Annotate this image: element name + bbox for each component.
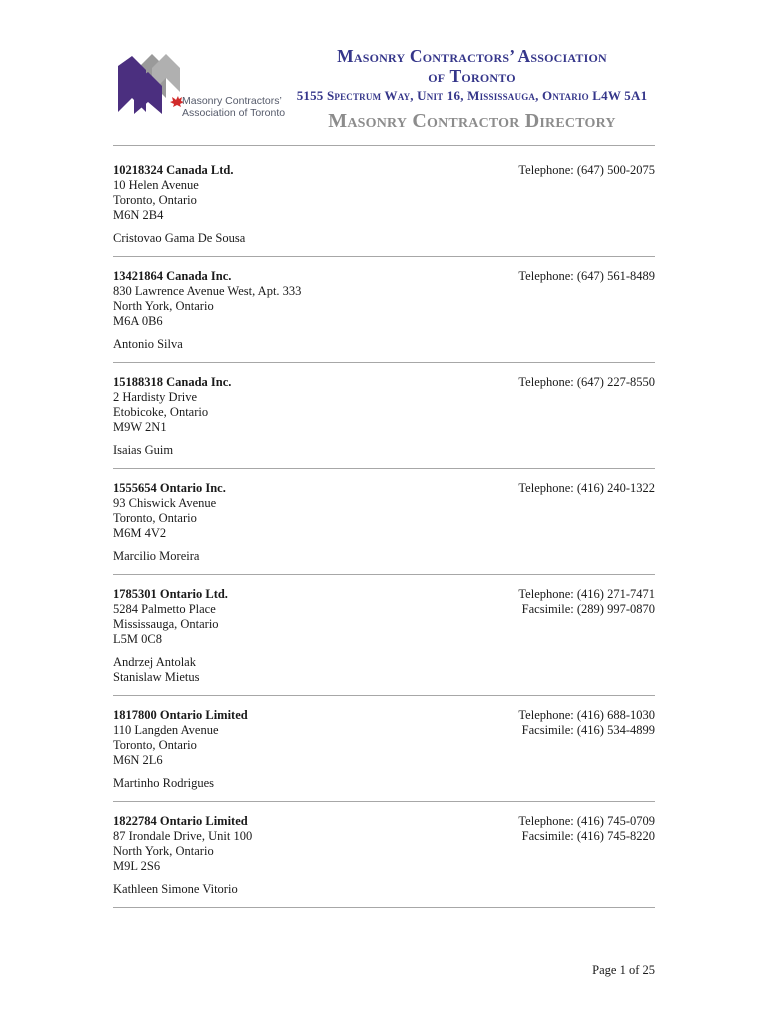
directory-entry <box>113 814 655 897</box>
contact-person: Stanislaw Mietus <box>113 670 200 684</box>
telephone-number: Telephone: (647) 227-8550 <box>518 375 655 389</box>
address-line: Etobicoke, Ontario <box>113 405 209 419</box>
company-name: 1555654 Ontario Inc. <box>113 481 226 495</box>
telephone-number: Telephone: (647) 500-2075 <box>518 163 655 177</box>
company-name: 1785301 Ontario Ltd. <box>113 587 228 601</box>
address-line: M6N 2L6 <box>113 753 163 767</box>
address-line: 830 Lawrence Avenue West, Apt. 333 <box>113 284 302 298</box>
entry-divider <box>113 256 655 257</box>
address-line: Mississauga, Ontario <box>113 617 219 631</box>
directory-entry <box>113 163 655 246</box>
address-line: North York, Ontario <box>113 299 214 313</box>
contact-person: Martinho Rodrigues <box>113 776 215 790</box>
facsimile-number: Facsimile: (416) 534-4899 <box>521 723 655 737</box>
header-title-block <box>290 46 654 134</box>
facsimile-number: Facsimile: (416) 745-8220 <box>521 829 655 843</box>
entry-divider <box>113 695 655 696</box>
address-line: 2 Hardisty Drive <box>113 390 198 404</box>
address-line: Toronto, Ontario <box>113 193 197 207</box>
logo-text-line2: Association of Toronto <box>182 106 286 119</box>
association-name-line2: of Toronto <box>428 66 516 86</box>
address-line: North York, Ontario <box>113 844 214 858</box>
telephone-number: Telephone: (416) 240-1322 <box>518 481 655 495</box>
directory-title: Masonry Contractor Directory <box>328 110 616 132</box>
logo-text-line1: Masonry Contractors’ <box>182 95 282 107</box>
contact-person: Cristovao Gama De Sousa <box>113 231 246 245</box>
entry-divider <box>113 801 655 802</box>
contact-person: Andrzej Antolak <box>113 655 196 669</box>
address-line: M6A 0B6 <box>113 314 163 328</box>
address-line: 87 Irondale Drive, Unit 100 <box>113 829 253 843</box>
contact-person: Kathleen Simone Vitorio <box>113 882 238 896</box>
logo-text <box>182 96 285 119</box>
company-name: 1817800 Ontario Limited <box>113 708 248 722</box>
address-line: M6M 4V2 <box>113 526 167 540</box>
directory-entry <box>113 269 655 352</box>
directory-entry <box>113 587 655 685</box>
address-line: Toronto, Ontario <box>113 738 197 752</box>
telephone-number: Telephone: (416) 271-7471 <box>518 587 655 601</box>
entry-divider <box>113 468 655 469</box>
address-line: M9L 2S6 <box>113 859 161 873</box>
header-divider <box>113 145 655 146</box>
address-line: L5M 0C8 <box>113 632 162 646</box>
association-address: 5155 Spectrum Way, Unit 16, Mississauga, Ontario L4W 5A1 <box>296 88 648 103</box>
telephone-number: Telephone: (416) 745-0709 <box>518 814 655 828</box>
address-line: M9W 2N1 <box>113 420 167 434</box>
telephone-number: Telephone: (647) 561-8489 <box>518 269 655 283</box>
entry-divider <box>113 907 655 908</box>
address-line: 10 Helen Avenue <box>113 178 199 192</box>
contact-person: Marcilio Moreira <box>113 549 200 563</box>
company-name: 10218324 Canada Ltd. <box>113 163 234 177</box>
address-line: Toronto, Ontario <box>113 511 197 525</box>
entry-divider <box>113 574 655 575</box>
entry-divider <box>113 362 655 363</box>
directory-entry <box>113 481 655 564</box>
facsimile-number: Facsimile: (289) 997-0870 <box>521 602 655 616</box>
company-name: 15188318 Canada Inc. <box>113 375 232 389</box>
company-name: 13421864 Canada Inc. <box>113 269 232 283</box>
telephone-number: Telephone: (416) 688-1030 <box>518 708 655 722</box>
page-number: Page 1 of 25 <box>592 963 655 977</box>
contact-person: Antonio Silva <box>113 337 183 351</box>
contact-person: Isaias Guim <box>113 443 174 457</box>
address-line: M6N 2B4 <box>113 208 164 222</box>
address-line: 93 Chiswick Avenue <box>113 496 217 510</box>
address-line: 5284 Palmetto Place <box>113 602 216 616</box>
directory-entry <box>113 375 655 458</box>
directory-entry <box>113 708 655 791</box>
association-name-line1: Masonry Contractors’ Association <box>337 46 607 66</box>
address-line: 110 Langden Avenue <box>113 723 219 737</box>
company-name: 1822784 Ontario Limited <box>113 814 248 828</box>
